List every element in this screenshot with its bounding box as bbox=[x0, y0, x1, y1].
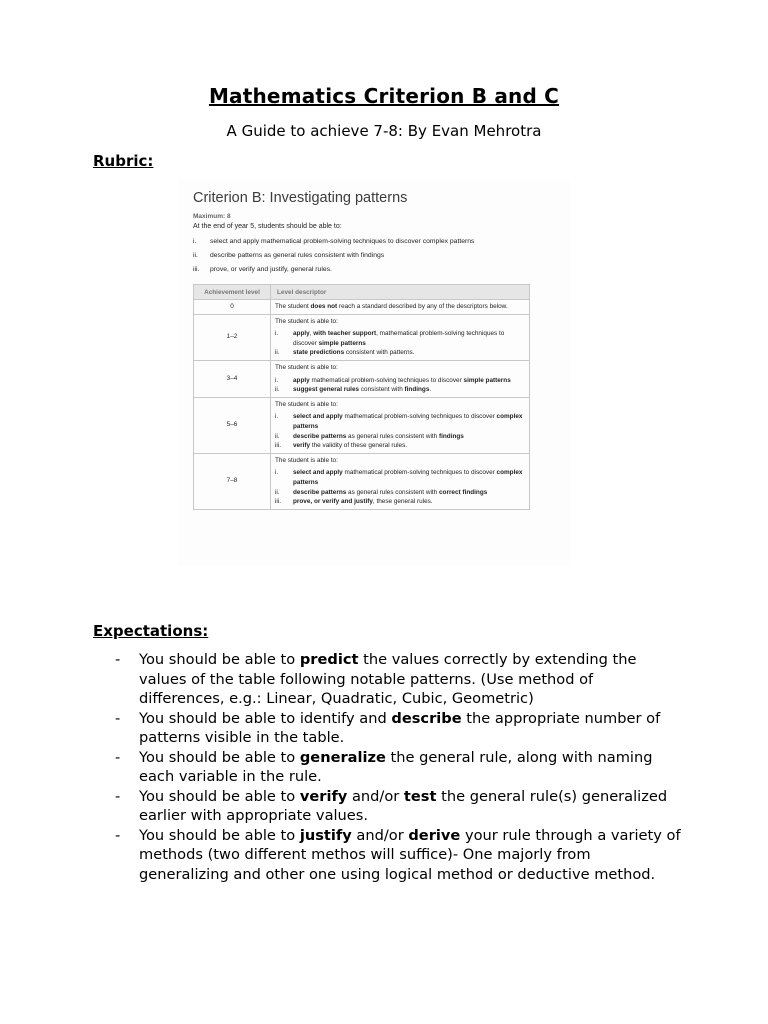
expectation-item bbox=[93, 787, 683, 826]
descriptor-line bbox=[275, 376, 525, 386]
objective-number: ii. bbox=[193, 252, 198, 259]
descriptor-text bbox=[275, 302, 508, 312]
rubric-table-row bbox=[194, 360, 530, 397]
bold-text: complex patterns bbox=[293, 469, 523, 486]
descriptor-number: ii. bbox=[275, 488, 280, 496]
achievement-level: 7–8 bbox=[194, 453, 271, 509]
text-span: consistent with patterns. bbox=[344, 349, 415, 357]
text-span: , bbox=[309, 330, 314, 338]
expectations-list bbox=[93, 650, 683, 884]
text-span: and/or bbox=[351, 826, 409, 844]
text-span: You should be able to identify and bbox=[139, 709, 392, 727]
bold-text: test bbox=[403, 787, 437, 805]
descriptor-text bbox=[293, 412, 525, 431]
expectation-item bbox=[93, 748, 683, 787]
bold-text: generalize bbox=[299, 748, 386, 766]
text-span: . bbox=[429, 386, 432, 394]
descriptor-line bbox=[275, 432, 525, 442]
descriptor-number: iii. bbox=[275, 498, 282, 506]
text-span: mathematical problem-solving techniques to discover bbox=[342, 469, 497, 477]
bold-text: verify bbox=[299, 787, 348, 805]
descriptor-number: i. bbox=[275, 413, 279, 421]
bold-text: select and apply bbox=[293, 413, 343, 421]
descriptor-number: ii. bbox=[275, 432, 280, 440]
text-span: You should be able to bbox=[139, 826, 300, 844]
bold-text: describe patterns bbox=[293, 432, 347, 440]
descriptor-line bbox=[275, 497, 525, 507]
text-span: and/or bbox=[347, 787, 404, 805]
text-span: as general rules consistent with bbox=[346, 432, 439, 440]
rubric-objective bbox=[193, 238, 474, 245]
descriptor-text bbox=[293, 468, 525, 487]
descriptor-line bbox=[275, 412, 525, 431]
bold-text: simple patterns bbox=[318, 339, 366, 347]
rubric-table-header: Achievement level bbox=[194, 285, 271, 300]
list-dash: - bbox=[115, 651, 121, 668]
descriptor-text bbox=[293, 432, 464, 442]
text-span: mathematical problem-solving techniques to discover bbox=[342, 413, 497, 421]
descriptor-number: i. bbox=[275, 469, 279, 477]
rubric-table-header: Level descriptor bbox=[271, 285, 530, 300]
expectations-heading: Expectations: bbox=[93, 622, 209, 640]
descriptor-lead: The student is able to: bbox=[275, 317, 338, 325]
descriptor-line bbox=[275, 468, 525, 487]
bold-text: describe patterns bbox=[293, 488, 347, 496]
rubric-image bbox=[178, 180, 570, 566]
text-span: as general rules consistent with bbox=[346, 488, 439, 496]
achievement-level: 0 bbox=[194, 300, 271, 315]
rubric-table bbox=[193, 284, 530, 510]
bold-text: findings bbox=[439, 432, 464, 440]
list-dash: - bbox=[115, 748, 121, 766]
document-title: Mathematics Criterion B and C bbox=[208, 84, 560, 108]
text-span: the validity of these general rules. bbox=[310, 442, 408, 450]
list-dash: - bbox=[115, 826, 121, 844]
descriptor-text bbox=[293, 376, 511, 386]
bold-text: justify bbox=[299, 826, 352, 844]
rubric-maximum: Maximum: 8 bbox=[193, 213, 231, 220]
descriptor-number: ii. bbox=[275, 386, 280, 394]
descriptor-line bbox=[275, 302, 525, 312]
text-span: the values correctly by extending the values of the table following notable patterns. (Use method of differences, e.g.: Linear, Quadratic, Cubic, Geometric) bbox=[139, 651, 637, 707]
descriptor-text bbox=[293, 385, 431, 395]
rubric-table-row bbox=[194, 453, 530, 509]
text-span: the general rule(s) generalized earlier with appropriate values. bbox=[139, 787, 668, 824]
bold-text: state predictions bbox=[293, 349, 345, 357]
rubric-table-row bbox=[194, 397, 530, 453]
bold-text: apply bbox=[293, 376, 310, 384]
objective-number: i. bbox=[193, 238, 197, 245]
descriptor-lead: The student is able to: bbox=[275, 363, 338, 371]
document-subtitle: A Guide to achieve 7-8: By Evan Mehrotra bbox=[226, 122, 542, 140]
descriptor-text bbox=[293, 441, 407, 451]
text-span: You should be able to bbox=[139, 748, 300, 766]
bold-text: findings bbox=[404, 386, 430, 394]
bold-text: apply bbox=[293, 330, 310, 338]
text-span: reach a standard described by any of the descriptors below. bbox=[337, 303, 508, 310]
list-dash: - bbox=[115, 787, 121, 805]
bold-text: does not bbox=[310, 303, 338, 310]
bold-text: with teacher support bbox=[313, 330, 377, 338]
bold-text: complex patterns bbox=[293, 413, 523, 430]
expectation-item bbox=[93, 650, 683, 709]
descriptor-number: i. bbox=[275, 330, 279, 338]
bold-text: correct findings bbox=[439, 488, 488, 496]
descriptor-line bbox=[275, 488, 525, 498]
descriptor-text bbox=[293, 348, 414, 358]
list-dash: - bbox=[115, 709, 121, 727]
descriptor-line bbox=[275, 385, 525, 395]
rubric-objective bbox=[193, 252, 384, 259]
objective-text: select and apply mathematical problem-solving techniques to discover complex patterns bbox=[210, 238, 475, 245]
objective-text: prove, or verify and justify, general rules. bbox=[210, 266, 332, 273]
descriptor-text bbox=[293, 329, 525, 348]
achievement-level: 1–2 bbox=[194, 314, 271, 360]
objective-number: iii. bbox=[193, 266, 200, 273]
text-span: You should be able to bbox=[139, 651, 300, 668]
text-span: You should be able to bbox=[139, 787, 300, 805]
bold-text: simple patterns bbox=[463, 376, 511, 384]
text-span: mathematical problem-solving techniques to discover bbox=[309, 376, 464, 384]
text-span: consistent with bbox=[359, 386, 405, 394]
expectation-item bbox=[93, 826, 683, 885]
descriptor-lead: The student is able to: bbox=[275, 456, 338, 464]
bold-text: verify bbox=[293, 442, 311, 450]
descriptor-line bbox=[275, 329, 525, 348]
descriptor-number: i. bbox=[275, 376, 279, 384]
rubric-heading: Rubric: bbox=[93, 152, 154, 170]
rubric-table-row bbox=[194, 300, 530, 315]
bold-text: prove, or verify and justify bbox=[293, 498, 373, 506]
rubric-table-header-row bbox=[194, 285, 530, 300]
rubric-title: Criterion B: Investigating patterns bbox=[193, 190, 408, 206]
level-descriptor bbox=[271, 300, 530, 315]
bold-text: suggest general rules bbox=[293, 386, 360, 394]
level-descriptor bbox=[271, 397, 530, 453]
level-descriptor bbox=[271, 360, 530, 397]
text-span: The student bbox=[275, 303, 311, 310]
achievement-level: 3–4 bbox=[194, 360, 271, 397]
descriptor-line bbox=[275, 441, 525, 451]
descriptor-lead: The student is able to: bbox=[275, 400, 338, 408]
expectation-item bbox=[93, 709, 683, 748]
rubric-intro: At the end of year 5, students should be able to: bbox=[193, 223, 342, 230]
bold-text: select and apply bbox=[293, 469, 343, 477]
bold-text: derive bbox=[408, 826, 461, 844]
text-span: your rule through a variety of methods (two different methos will suffice)- One majorly from generalizing and other one using logical method or deductive method. bbox=[139, 826, 681, 883]
descriptor-line bbox=[275, 348, 525, 358]
descriptor-number: iii. bbox=[275, 442, 282, 450]
bold-text: predict bbox=[299, 651, 359, 668]
descriptor-text bbox=[293, 497, 433, 507]
text-span: , mathematical problem-solving techniques to discover bbox=[293, 330, 505, 347]
rubric-objective bbox=[193, 266, 332, 273]
text-span: the appropriate number of patterns visible in the table. bbox=[139, 709, 661, 746]
level-descriptor bbox=[271, 453, 530, 509]
descriptor-number: ii. bbox=[275, 349, 280, 357]
text-span: , these general rules. bbox=[372, 498, 433, 506]
objective-text: describe patterns as general rules consistent with findings bbox=[210, 252, 385, 259]
achievement-level: 5–6 bbox=[194, 397, 271, 453]
bold-text: describe bbox=[391, 709, 462, 727]
rubric-table-row bbox=[194, 314, 530, 360]
level-descriptor bbox=[271, 314, 530, 360]
descriptor-text bbox=[293, 488, 487, 498]
text-span: the general rule, along with naming each variable in the rule. bbox=[139, 748, 653, 785]
